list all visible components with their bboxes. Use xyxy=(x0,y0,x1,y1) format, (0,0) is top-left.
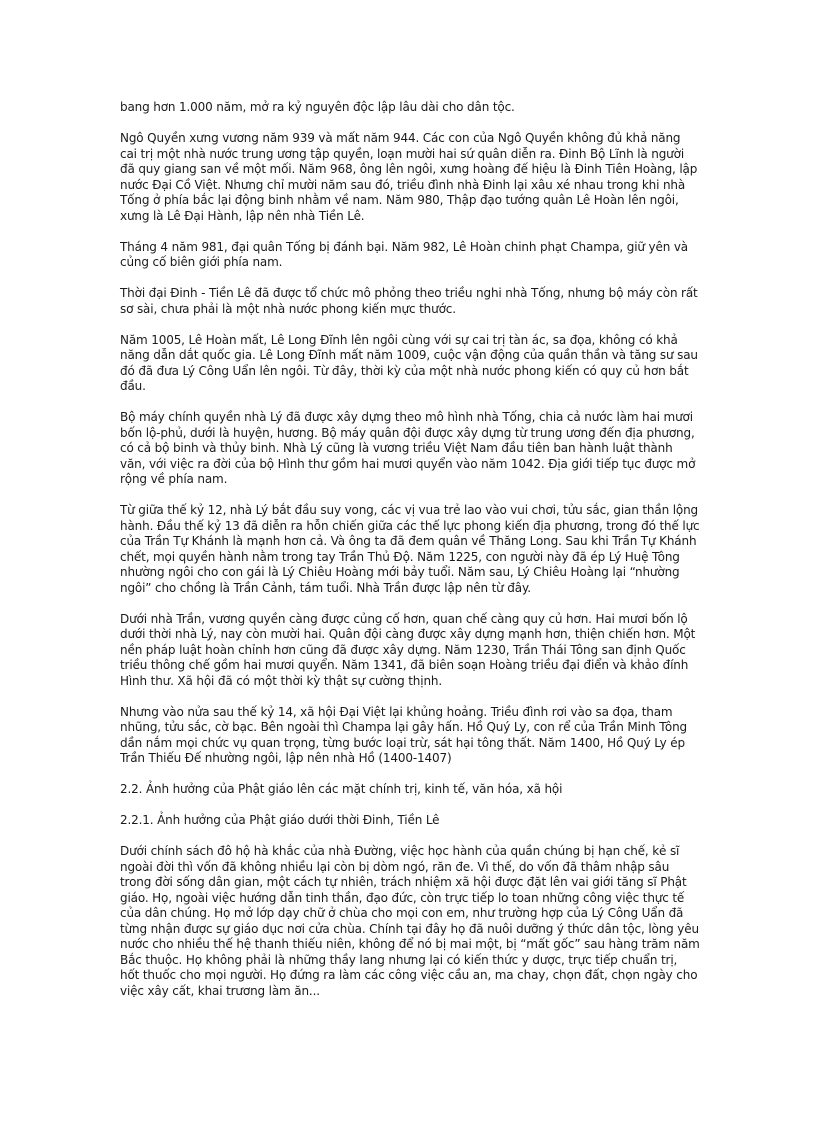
paragraph-intro-end: bang hơn 1.000 năm, mở ra kỷ nguyên độc lập lâu dài cho dân tộc. xyxy=(120,100,515,114)
paragraph-dinh-tien-le: Thời đại Đinh - Tiền Lê đã được tổ chức mô phỏng theo triều nghi nhà Tống, nhưng bộ máy còn rất sơ sài, chưa phải là một nhà nước phong kiến mực thước. xyxy=(120,286,698,316)
document-page xyxy=(120,100,700,1015)
paragraph-nha-ly: Bộ máy chính quyền nhà Lý đã được xây dựng theo mô hình nhà Tống, chia cả nước làm hai mươi bốn lộ-phủ, dưới là huyện, hương. Bộ máy quân đội được xây dựng từ trung ương đến địa phương, có cả bộ binh và thủy binh. Nhà Lý cũng là vương triều Việt Nam đầu tiên ban hành luật thành văn, với việc ra đời của bộ Hình thư gồm hai mươi quyển vào năm 1042. Địa giới tiếp tục được mở rộng về phía nam. xyxy=(120,410,696,486)
paragraph-the-ky-14: Nhưng vào nửa sau thế kỷ 14, xã hội Đại Việt lại khủng hoảng. Triều đình rơi vào sa đọa, tham nhũng, tửu sắc, cờ bạc. Bên ngoài thì Champa lại gây hấn. Hồ Quý Ly, con rể của Trần Minh Tông dần nắm mọi chức vụ quan trọng, từng bước loại trừ, sát hại tông thất. Năm 1400, Hồ Quý Ly ép Trần Thiếu Đế nhường ngôi, lập nên nhà Hồ (1400-1407) xyxy=(120,704,688,765)
section-heading-2-2: 2.2. Ảnh hưởng của Phật giáo lên các mặt chính trị, kinh tế, văn hóa, xã hội xyxy=(120,782,563,796)
section-heading-2-2-1: 2.2.1. Ảnh hưởng của Phật giáo dưới thời Đinh, Tiền Lê xyxy=(120,813,440,827)
paragraph-the-ky-12: Từ giữa thế kỷ 12, nhà Lý bắt đầu suy vong, các vị vua trẻ lao vào vui chơi, tửu sắc, gian thần lộng hành. Đầu thế kỷ 13 đã diễn ra hỗn chiến giữa các thế lực phong kiến địa phương, trong đó thế lực của Trần Tự Khánh là mạnh hơn cả. Và ông ta đã đem quân về Thăng Long. Sau khi Trần Tự Khánh chết, mọi quyền hành nằm trong tay Trần Thủ Độ. Năm 1225, con người này đã ép Lý Huệ Tông nhường ngôi cho con gái là Lý Chiêu Hoàng mới bảy tuổi. Năm sau, Lý Chiêu Hoàng lại “nhường ngôi” cho chồng là Trần Cảnh, tám tuổi. Nhà Trần được lập nên từ đây. xyxy=(120,503,700,595)
paragraph-ngo-quyen: Ngô Quyền xưng vương năm 939 và mất năm 944. Các con của Ngô Quyền không đủ khả năng cai trị một nhà nước trung ương tập quyền, loạn mười hai sứ quân diễn ra. Đinh Bộ Lĩnh là người đã quy giang san về một mối. Năm 968, ông lên ngôi, xưng hoàng đế hiệu là Đinh Tiên Hoàng, lập nước Đại Cồ Việt. Nhưng chỉ mười năm sau đó, triều đình nhà Đinh lại xâu xé nhau trong khi nhà Tống ở phía bắc lại động binh nhằm về nam. Năm 980, Thập đạo tướng quân Lê Hoàn lên ngôi, xưng là Lê Đại Hành, lập nên nhà Tiền Lê. xyxy=(120,131,698,223)
paragraph-nha-tran: Dưới nhà Trần, vương quyền càng được củng cố hơn, quan chế càng quy củ hơn. Hai mươi bốn lộ dưới thời nhà Lý, nay còn mười hai. Quân đội càng được xây dựng mạnh hơn, thiện chiến hơn. Một nền pháp luật hoàn chỉnh hơn cũng đã được xây dựng. Năm 1230, Trần Thái Tông san định Quốc triều thông chế gồm hai mươi quyển. Năm 1341, đã biên soạn Hoàng triều đại điển và khảo đính Hình thư. Xã hội đã có một thời kỳ thật sự cường thịnh. xyxy=(120,611,696,688)
paragraph-phat-giao: Dưới chính sách đô hộ hà khắc của nhà Đường, việc học hành của quần chúng bị hạn chế, kẻ sĩ ngoài đời thì vốn đã không nhiều lại còn bị dòm ngó, răn đe. Vì thế, do vốn đã thâm nhập sâu trong đời sống dân gian, một cách tự nhiên, trách nhiệm xã hội được đặt lên vai giới tăng sĩ Phật giáo. Họ, ngoài việc hướng dẫn tinh thần, đạo đức, còn trực tiếp lo toan những công việc thực tế của dân chúng. Họ mở lớp dạy chữ ở chùa cho mọi con em, như trường hợp của Lý Công Uẩn đã từng nhận được sự giáo dục nơi cửa chùa. Chính tại đây họ đã nuôi dưỡng ý thức dân tộc, lòng yêu nước cho nhiều thế hệ thanh thiếu niên, không để nó bị mai một, bị “mất gốc” sau hàng trăm năm Bắc thuộc. Họ không phải là những thầy lang nhưng lại có kiến thức y dược, trực tiếp chuẩn trị, hốt thuốc cho mọi người. Họ đứng ra làm các công việc cầu an, ma chay, chọn đất, chọn ngày cho việc xây cất, khai trương làm ăn... xyxy=(120,844,700,998)
paragraph-981: Tháng 4 năm 981, đại quân Tống bị đánh bại. Năm 982, Lê Hoàn chinh phạt Champa, giữ yên và củng cố biên giới phía nam. xyxy=(120,239,688,269)
paragraph-1005: Năm 1005, Lê Hoàn mất, Lê Long Đĩnh lên ngôi cùng với sự cai trị tàn ác, sa đọa, không có khả năng dẫn dắt quốc gia. Lê Long Đĩnh mất năm 1009, cuộc vận động của quần thần và tăng sư sau đó đã đưa Lý Công Uẩn lên ngôi. Từ đây, thời kỳ của một nhà nước phong kiến có quy củ hơn bắt đầu. xyxy=(120,332,698,393)
